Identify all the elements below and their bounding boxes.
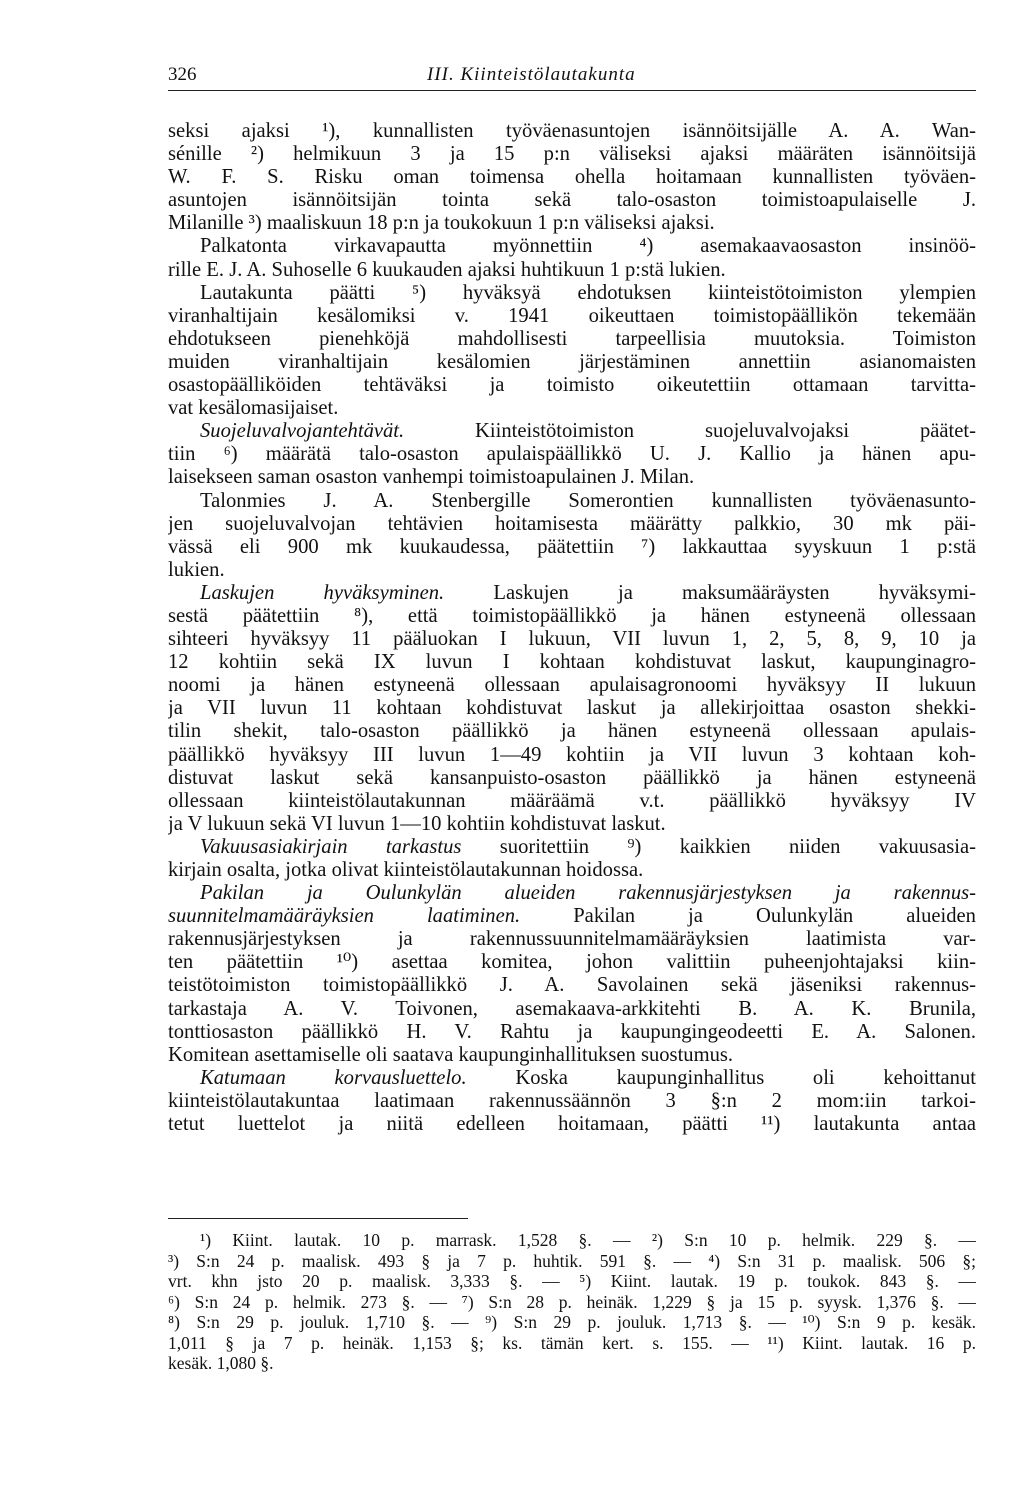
body-line-text: tarkastaja A. V. Toivonen, asemakaava-arkkitehti B. A. K. Brunila, [168, 997, 976, 1020]
body-line-text: jen suojeluvalvojan tehtävien hoitamisesta määrätty palkkio, 30 mk päi- [168, 512, 976, 535]
body-line [168, 212, 976, 235]
italic-heading: Laskujen hyväksyminen. [200, 581, 445, 604]
body-line-text: tonttiosaston päällikkö H. V. Rahtu ja kaupungingeodeetti E. A. Salonen. [168, 1020, 976, 1043]
body-line-text: laisekseen saman osaston vanhempi toimistoapulainen J. Milan. [168, 466, 695, 489]
body-line [168, 790, 976, 813]
footnote-line [168, 1251, 976, 1272]
body-line [168, 1044, 976, 1067]
italic-heading: Katumaan korvausluettelo. [200, 1066, 467, 1089]
body-line-text: W. F. S. Risku oman toimensa ohella hoitamaan kunnallisten työväen- [168, 166, 976, 189]
body-line-text: asuntojen isännöitsijän tointa sekä talo-osaston toimistoapulaiselle J. [168, 189, 976, 212]
footnote-line [168, 1333, 976, 1354]
body-line-text: Koska kaupunginhallitus oli kehoittanut [466, 1066, 976, 1089]
italic-heading: suunnitelmamääräyksien laatiminen. [168, 905, 521, 928]
body-line [168, 882, 976, 905]
body-line [168, 951, 976, 974]
body-line-text: 12 kohtiin sekä IX luvun I kohtaan kohdistuvat laskut, kaupunginagro- [168, 651, 976, 674]
footnote-line-text: vrt. khn jsto 20 p. maalisk. 3,333 §. — ⁵) Kiint. lautak. 19 p. toukok. 843 §. — [168, 1271, 976, 1291]
body-line [168, 1021, 976, 1044]
footnote-line-text: ¹) Kiint. lautak. 10 p. marrask. 1,528 §. — ²) S:n 10 p. helmik. 229 §. — [200, 1230, 976, 1250]
footnote-line-text: ³) S:n 24 p. maalisk. 493 § ja 7 p. huhtik. 591 §. — ⁴) S:n 31 p. maalisk. 506 §; [168, 1250, 976, 1271]
footnote-line [168, 1292, 976, 1313]
body-line [168, 905, 976, 928]
body-line-text: tilin shekit, talo-osaston päällikkö ja hänen estyneenä ollessaan apulais- [168, 720, 976, 743]
footnote-line [168, 1271, 976, 1292]
footnote-line [168, 1353, 976, 1374]
body-line-text: ja VII luvun 11 kohtaan kohdistuvat laskut ja allekirjoittaa osaston shekki- [168, 697, 976, 720]
footnote-line [168, 1312, 976, 1333]
body-line [168, 651, 976, 674]
body-line [168, 813, 976, 836]
body-line [168, 143, 976, 166]
body-line [168, 836, 976, 859]
footnote-line-text: 1,011 § ja 7 p. heinäk. 1,153 §; ks. tämän kert. s. 155. — ¹¹) Kiint. lautak. 16 p. [168, 1332, 976, 1353]
body-line-text: viranhaltijain kesälomiksi v. 1941 oikeuttaen toimistopäällikön tekemään [168, 304, 976, 327]
body-line-text: ehdotukseen pienehköjä mahdollisesti tarpeellisia muutoksia. Toimiston [168, 327, 976, 350]
running-header [168, 60, 976, 91]
body-line [168, 466, 976, 489]
body-line [168, 744, 976, 767]
body-line-text: rille E. J. A. Suhoselle 6 kuukauden ajaksi huhtikuun 1 p:stä lukien. [168, 258, 726, 281]
body-line [168, 1090, 976, 1113]
body-line [168, 282, 976, 305]
body-line-text: vässä eli 900 mk kuukaudessa, päätettiin ⁷) lakkauttaa syyskuun 1 p:stä [168, 535, 976, 558]
running-title: III. Kiinteistölautakunta [427, 64, 636, 85]
body-line [168, 998, 976, 1021]
footnotes [168, 1230, 976, 1374]
body-line-text: Milanille ³) maaliskuun 18 p:n ja toukokuun 1 p:n väliseksi ajaksi. [168, 212, 715, 235]
body-line-text: Talonmies J. A. Stenbergille Somerontien kunnallisten työväenasunto- [200, 489, 976, 512]
body-line-text: ja V lukuun sekä VI luvun 1—10 kohtiin kohdistuvat laskut. [168, 812, 666, 835]
body-line-text: vat kesälomasijaiset. [168, 397, 339, 420]
body-line [168, 351, 976, 374]
body-line [168, 189, 976, 212]
body-line [168, 305, 976, 328]
body-line-text: lukien. [168, 558, 225, 581]
body-line [168, 674, 976, 697]
footnote-line-text: ⁶) S:n 24 p. helmik. 273 §. — ⁷) S:n 28 p. heinäk. 1,229 § ja 15 p. syysk. 1,376 §. — [168, 1291, 976, 1312]
body-line [168, 1113, 976, 1136]
footnote-rule [168, 1218, 468, 1219]
footnote-line-text: ⁸) S:n 29 p. jouluk. 1,710 §. — ⁹) S:n 29 p. jouluk. 1,713 §. — ¹⁰) S:n 9 p. kesäk. [168, 1312, 976, 1332]
body-line-text: Komitean asettamiselle oli saatava kaupunginhallituksen suostumus. [168, 1043, 734, 1066]
body-line [168, 374, 976, 397]
body-line [168, 697, 976, 720]
body-line [168, 859, 976, 882]
body-line-text: noomi ja hänen estyneenä ollessaan apulaisagronoomi hyväksyy II lukuun [168, 674, 976, 697]
body-line-text: päällikkö hyväksyy III luvun 1—49 kohtiin ja VII luvun 3 kohtaan koh- [168, 743, 976, 766]
body-line-text: sihteeri hyväksyy 11 pääluokan I lukuun, VII luvun 1, 2, 5, 8, 9, 10 ja [168, 628, 976, 651]
italic-heading: Vakuusasiakirjain tarkastus [200, 835, 462, 858]
italic-heading: Pakilan ja Oulunkylän alueiden rakennusjärjestyksen ja rakennus- [200, 882, 976, 905]
body-line [168, 582, 976, 605]
body-line-text: sestä päätettiin ⁸), että toimistopäällikkö ja hänen estyneenä ollessaan [168, 604, 976, 627]
body-line-text: rakennusjärjestyksen ja rakennussuunnitelmamääräyksien laatimista var- [168, 928, 976, 951]
body-line [168, 536, 976, 559]
body-line-text: distuvat laskut sekä kansanpuisto-osaston päällikkö ja hänen estyneenä [168, 766, 976, 789]
body-line [168, 1067, 976, 1090]
body-line-text: ten päätettiin ¹⁰) asettaa komitea, johon valittiin puheenjohtajaksi kiin- [168, 951, 976, 974]
body-line [168, 767, 976, 790]
italic-heading: Suojeluvalvojantehtävät. [200, 420, 405, 443]
body-line-text: ollessaan kiinteistölautakunnan määräämä v.t. päällikkö hyväksyy IV [168, 789, 976, 812]
body-line-text: kiinteistölautakuntaa laatimaan rakennussäännön 3 §:n 2 mom:iin tarkoi- [168, 1089, 976, 1112]
body-line [168, 490, 976, 513]
body-line [168, 397, 976, 420]
body-line-text: Kiinteistötoimiston suojeluvalvojaksi päätet- [404, 420, 976, 443]
body-line [168, 443, 976, 466]
body-line-text: muiden viranhaltijain kesälomien järjestäminen annettiin asianomaisten [168, 350, 976, 373]
body-line [168, 720, 976, 743]
body-line [168, 420, 976, 443]
page-number: 326 [168, 64, 197, 85]
body-line-text: osastopäälliköiden tehtäväksi ja toimisto oikeutettiin ottamaan tarvitta- [168, 374, 976, 397]
footnote-line [168, 1230, 976, 1251]
body-line-text: seksi ajaksi ¹), kunnallisten työväenasuntojen isännöitsijälle A. A. Wan- [168, 120, 976, 142]
body-line [168, 559, 976, 582]
body-line-text: Palkatonta virkavapautta myönnettiin ⁴) asemakaavaosaston insinöö- [200, 235, 976, 258]
body-line [168, 235, 976, 258]
body-line [168, 974, 976, 997]
body-line-text: suoritettiin ⁹) kaikkien niiden vakuusasia- [461, 835, 976, 858]
body-line [168, 628, 976, 651]
body-line [168, 328, 976, 351]
body-line-text: sénille ²) helmikuun 3 ja 15 p:n väliseksi ajaksi määräten isännöitsijä [168, 143, 976, 166]
body-line [168, 120, 976, 143]
body-text [168, 120, 976, 1136]
body-line [168, 259, 976, 282]
body-line-text: Pakilan ja Oulunkylän alueiden [520, 905, 976, 928]
body-line [168, 605, 976, 628]
body-line-text: Lautakunta päätti ⁵) hyväksyä ehdotuksen kiinteistötoimiston ylempien [200, 281, 976, 304]
body-line [168, 928, 976, 951]
body-line-text: tiin ⁶) määrätä talo-osaston apulaispäällikkö U. J. Kallio ja hänen apu- [168, 443, 976, 466]
body-line-text: teistötoimiston toimistopäällikkö J. A. Savolainen sekä jäseniksi rakennus- [168, 974, 976, 997]
body-line-text: Laskujen ja maksumääräysten hyväksymi- [444, 581, 976, 604]
body-line [168, 513, 976, 536]
body-line-text: tetut luettelot ja niitä edelleen hoitamaan, päätti ¹¹) lautakunta antaa [168, 1113, 976, 1136]
body-line-text: kirjain osalta, jotka olivat kiinteistölautakunnan hoidossa. [168, 859, 644, 881]
body-line [168, 166, 976, 189]
footnote-line-text: kesäk. 1,080 §. [168, 1353, 274, 1373]
